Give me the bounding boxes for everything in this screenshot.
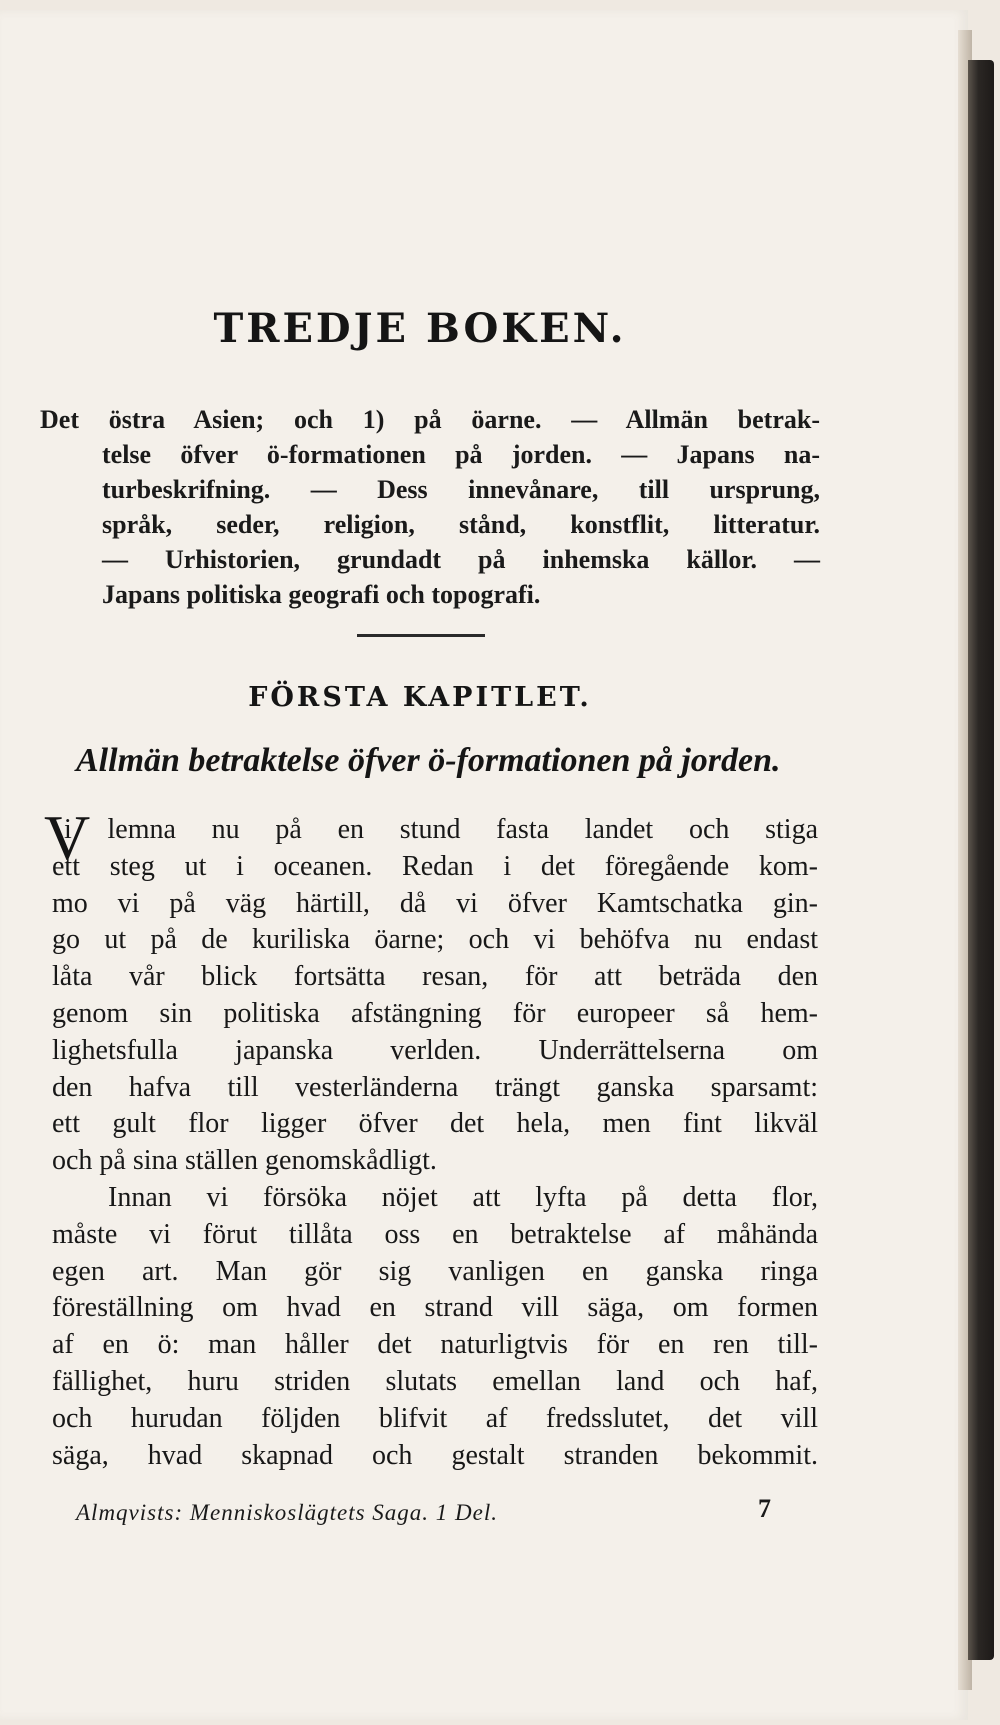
body-line: fällighet, huru striden slutats emellan land och haf,	[52, 1365, 818, 1397]
summary-line: Det östra Asien; och 1) på öarne. — Allmän betrak-	[40, 405, 820, 434]
chapter-subtitle: Allmän betraktelse öfver ö-formationen på jorden.	[76, 742, 781, 779]
body-line: föreställning om hvad en strand vill säga, om formen	[52, 1292, 818, 1324]
summary-line: Japans politiska geografi och topografi.	[102, 580, 541, 609]
body-line: säga, hvad skapnad och gestalt stranden bekommit.	[52, 1439, 818, 1471]
book-spine	[968, 60, 994, 1660]
body-line: den hafva till vesterländerna trängt ganska sparsamt:	[52, 1071, 818, 1103]
summary-line: — Urhistorien, grundadt på inhemska källor. —	[102, 545, 820, 574]
summary-line: telse öfver ö-formationen på jorden. — Japans na-	[102, 440, 820, 469]
chapter-heading: FÖRSTA KAPITLET.	[248, 682, 592, 713]
body-line: lighetsfulla japanska verlden. Underrättelserna om	[52, 1034, 818, 1066]
body-line: ett gult flor ligger öfver det hela, men fint likväl	[52, 1108, 818, 1140]
chapter-body	[52, 812, 818, 1474]
summary-line: språk, seder, religion, stånd, konstflit, litteratur.	[102, 510, 820, 539]
signature-mark: 7	[758, 1494, 771, 1523]
body-line: egen art. Man gör sig vanligen en ganska ringa	[52, 1255, 818, 1287]
body-line: ett steg ut i oceanen. Redan i det föregående kom-	[52, 850, 818, 882]
body-line: genom sin politiska afstängning för europeer så hem-	[52, 997, 818, 1029]
body-line: mo vi på väg härtill, då vi öfver Kamtschatka gin-	[52, 887, 818, 919]
body-line: måste vi förut tillåta oss en betraktelse af måhända	[52, 1218, 818, 1250]
body-line: i lemna nu på en stund fasta landet och stiga	[64, 814, 818, 845]
drop-cap: V	[44, 802, 91, 873]
body-line: Innan vi försöka nöjet att lyfta på detta flor,	[108, 1181, 818, 1213]
book-title: TREDJE BOKEN.	[213, 305, 627, 352]
running-footer: Almqvists: Menniskoslägtets Saga. 1 Del.	[76, 1500, 499, 1525]
section-divider	[357, 634, 485, 637]
body-line: och hurudan följden blifvit af fredsslutet, det vill	[52, 1402, 818, 1434]
body-line: go ut på de kuriliska öarne; och vi behöfva nu endast	[52, 924, 818, 956]
body-line: låta vår blick fortsätta resan, för att beträda den	[52, 961, 818, 993]
body-line: och på sina ställen genomskådligt.	[52, 1145, 437, 1177]
book-summary	[40, 402, 820, 612]
summary-line: turbeskrifning. — Dess innevånare, till ursprung,	[102, 475, 820, 504]
body-line: af en ö: man håller det naturligtvis för en ren till-	[52, 1329, 818, 1361]
